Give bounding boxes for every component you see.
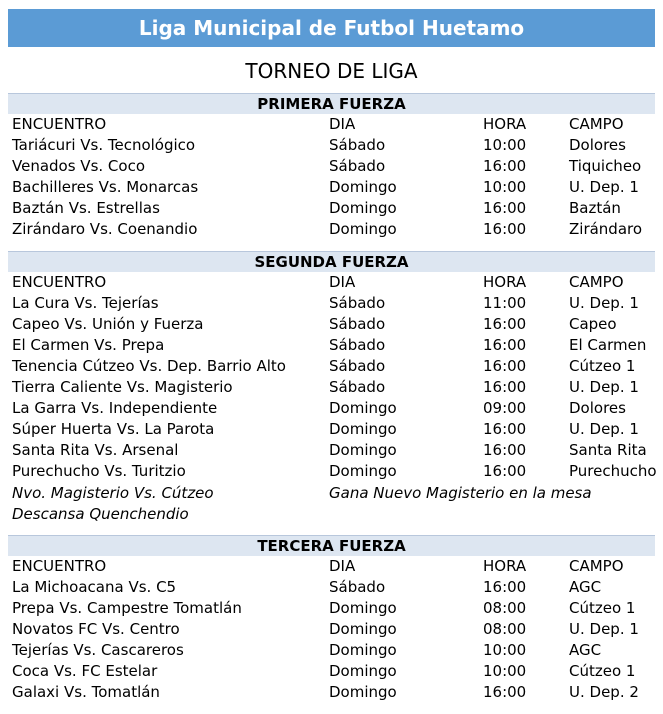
column-header-row <box>0 114 663 135</box>
column-header-encuentro: ENCUENTRO <box>12 115 107 133</box>
match-campo: Cútzeo 1 <box>569 599 636 617</box>
match-dia: Sábado <box>329 294 386 312</box>
match-encuentro: Galaxi Vs. Tomatlán <box>12 683 160 701</box>
match-campo: Baztán <box>569 199 621 217</box>
match-campo: Zirándaro <box>569 220 643 238</box>
match-hora: 16:00 <box>483 199 527 217</box>
match-hora: 16:00 <box>483 578 527 596</box>
match-row <box>0 661 663 682</box>
match-hora: 09:00 <box>483 399 527 417</box>
match-dia: Domingo <box>329 641 397 659</box>
match-row <box>0 419 663 440</box>
match-hora: 08:00 <box>483 620 527 638</box>
match-encuentro: Baztán Vs. Estrellas <box>12 199 160 217</box>
match-encuentro: Tejerías Vs. Cascareros <box>12 641 184 659</box>
match-hora: 10:00 <box>483 136 527 154</box>
match-hora: 10:00 <box>483 662 527 680</box>
match-dia: Domingo <box>329 683 397 701</box>
match-dia: Sábado <box>329 336 386 354</box>
match-hora: 10:00 <box>483 178 527 196</box>
match-campo: U. Dep. 1 <box>569 378 639 396</box>
match-dia: Sábado <box>329 357 386 375</box>
section-header-primera-fuerza: PRIMERA FUERZA <box>8 93 655 114</box>
match-encuentro: Venados Vs. Coco <box>12 157 145 175</box>
match-campo: Dolores <box>569 136 626 154</box>
match-campo: Dolores <box>569 399 626 417</box>
match-row <box>0 293 663 314</box>
match-dia: Domingo <box>329 662 397 680</box>
forfeit-result: Gana Nuevo Magisterio en la mesa <box>329 484 592 502</box>
match-encuentro: Prepa Vs. Campestre Tomatlán <box>12 599 242 617</box>
match-campo: U. Dep. 1 <box>569 420 639 438</box>
match-encuentro: Novatos FC Vs. Centro <box>12 620 180 638</box>
column-header-dia: DIA <box>329 273 356 291</box>
match-encuentro: Zirándaro Vs. Coenandio <box>12 220 198 238</box>
match-dia: Domingo <box>329 399 397 417</box>
match-dia: Domingo <box>329 420 397 438</box>
match-hora: 16:00 <box>483 420 527 438</box>
bye-note-row <box>0 504 663 525</box>
match-encuentro: Súper Huerta Vs. La Parota <box>12 420 215 438</box>
tournament-subtitle: TORNEO DE LIGA <box>245 59 418 83</box>
match-campo: U. Dep. 1 <box>569 620 639 638</box>
match-dia: Sábado <box>329 136 386 154</box>
match-dia: Domingo <box>329 199 397 217</box>
match-row <box>0 398 663 419</box>
match-campo: El Carmen <box>569 336 647 354</box>
match-encuentro: Coca Vs. FC Estelar <box>12 662 158 680</box>
match-encuentro: La Michoacana Vs. C5 <box>12 578 177 596</box>
match-campo: Capeo <box>569 315 617 333</box>
match-row <box>0 598 663 619</box>
match-hora: 16:00 <box>483 357 527 375</box>
match-hora: 16:00 <box>483 462 527 480</box>
column-header-row <box>0 272 663 293</box>
match-dia: Domingo <box>329 220 397 238</box>
forfeit-match: Nvo. Magisterio Vs. Cútzeo <box>12 484 214 502</box>
match-hora: 16:00 <box>483 315 527 333</box>
match-dia: Sábado <box>329 378 386 396</box>
column-header-row <box>0 556 663 577</box>
match-encuentro: Santa Rita Vs. Arsenal <box>12 441 179 459</box>
column-header-campo: CAMPO <box>569 557 624 575</box>
column-header-hora: HORA <box>483 115 527 133</box>
forfeit-note-row <box>0 483 663 504</box>
match-dia: Domingo <box>329 620 397 638</box>
match-dia: Sábado <box>329 315 386 333</box>
match-encuentro: Bachilleres Vs. Monarcas <box>12 178 199 196</box>
match-campo: Purechucho <box>569 462 657 480</box>
match-row <box>0 219 663 240</box>
match-row <box>0 156 663 177</box>
match-hora: 11:00 <box>483 294 527 312</box>
bye-team: Descansa Quenchendio <box>12 505 189 523</box>
match-row <box>0 314 663 335</box>
match-campo: Santa Rita <box>569 441 647 459</box>
match-encuentro: Tariácuri Vs. Tecnológico <box>12 136 196 154</box>
column-header-hora: HORA <box>483 273 527 291</box>
match-encuentro: La Cura Vs. Tejerías <box>12 294 159 312</box>
match-campo: U. Dep. 2 <box>569 683 639 701</box>
column-header-encuentro: ENCUENTRO <box>12 273 107 291</box>
match-row <box>0 198 663 219</box>
column-header-hora: HORA <box>483 557 527 575</box>
match-campo: Tiquicheo <box>569 157 642 175</box>
column-header-dia: DIA <box>329 115 356 133</box>
column-header-encuentro: ENCUENTRO <box>12 557 107 575</box>
match-row <box>0 177 663 198</box>
match-campo: U. Dep. 1 <box>569 294 639 312</box>
match-dia: Domingo <box>329 178 397 196</box>
match-dia: Domingo <box>329 462 397 480</box>
match-row <box>0 377 663 398</box>
match-encuentro: El Carmen Vs. Prepa <box>12 336 165 354</box>
match-dia: Sábado <box>329 157 386 175</box>
match-campo: AGC <box>569 578 602 596</box>
match-hora: 08:00 <box>483 599 527 617</box>
page-title: Liga Municipal de Futbol Huetamo <box>8 9 655 47</box>
match-encuentro: Tenencia Cútzeo Vs. Dep. Barrio Alto <box>12 357 286 375</box>
column-header-dia: DIA <box>329 557 356 575</box>
match-row <box>0 640 663 661</box>
match-row <box>0 682 663 703</box>
match-row <box>0 461 663 482</box>
match-row <box>0 440 663 461</box>
match-encuentro: Purechucho Vs. Turitzio <box>12 462 186 480</box>
match-campo: Cútzeo 1 <box>569 662 636 680</box>
column-header-campo: CAMPO <box>569 273 624 291</box>
match-row <box>0 577 663 598</box>
match-hora: 16:00 <box>483 336 527 354</box>
match-hora: 10:00 <box>483 641 527 659</box>
match-campo: AGC <box>569 641 602 659</box>
match-hora: 16:00 <box>483 378 527 396</box>
match-row <box>0 356 663 377</box>
match-encuentro: Tierra Caliente Vs. Magisterio <box>12 378 233 396</box>
match-row <box>0 619 663 640</box>
match-row <box>0 335 663 356</box>
match-encuentro: Capeo Vs. Unión y Fuerza <box>12 315 204 333</box>
match-dia: Sábado <box>329 578 386 596</box>
match-campo: U. Dep. 1 <box>569 178 639 196</box>
match-hora: 16:00 <box>483 157 527 175</box>
match-hora: 16:00 <box>483 220 527 238</box>
section-header-tercera-fuerza: TERCERA FUERZA <box>8 535 655 556</box>
match-hora: 16:00 <box>483 441 527 459</box>
section-header-segunda-fuerza: SEGUNDA FUERZA <box>8 251 655 272</box>
match-campo: Cútzeo 1 <box>569 357 636 375</box>
column-header-campo: CAMPO <box>569 115 624 133</box>
match-hora: 16:00 <box>483 683 527 701</box>
match-dia: Domingo <box>329 599 397 617</box>
match-dia: Domingo <box>329 441 397 459</box>
match-row <box>0 135 663 156</box>
match-encuentro: La Garra Vs. Independiente <box>12 399 218 417</box>
